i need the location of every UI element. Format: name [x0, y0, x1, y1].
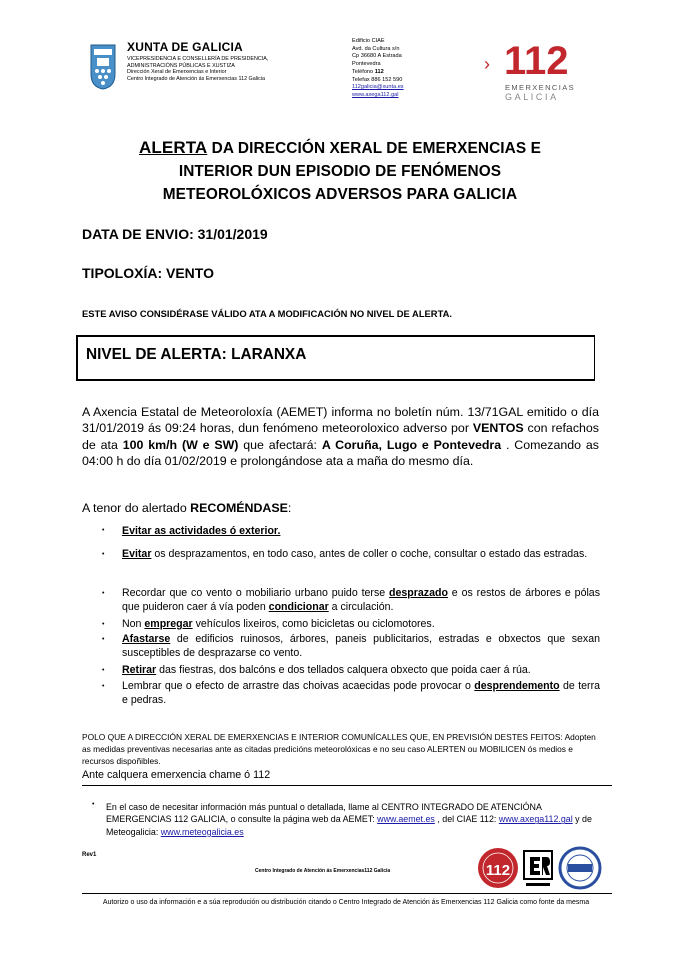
bullet-glyph: • — [102, 683, 105, 690]
phenomenon: VENTOS — [472, 421, 524, 436]
recommendation-keyword: condicionar — [268, 601, 329, 613]
bullet-glyph: • — [102, 590, 105, 597]
recommendation-item — [122, 679, 600, 707]
footer-notice: POLO QUE A DIRECCIÓN XERAL DE EMERXENCIAS E INTERIOR COMUNÍCALLES QUE, EN PREVISIÓN DESTES FEITOS: Adopten as medidas preventivas necesarias ante as citadas predicións meteorolóxicas e no seu caso ALERTEN ou MOBILICEN ós medios e recursos dispoñibles. — [82, 732, 596, 766]
phone-value: 112 — [374, 68, 384, 75]
title-line1-rest: DA DIRECCIÓN XERAL DE EMERXENCIAS E — [207, 140, 541, 157]
recommendation-item — [122, 663, 600, 677]
aemet-link[interactable]: www.aemet.es — [377, 814, 435, 825]
recommend-intro-text: A tenor do alertado — [82, 501, 191, 515]
org-title: XUNTA DE GALICIA — [127, 40, 243, 54]
recommendation-text: e os restos de árbores e pólas que puideron caer á vía poden — [122, 587, 600, 613]
recommendation-keyword: Afastarse — [122, 633, 171, 645]
logo-chevron: › — [484, 54, 490, 74]
recommendation-text: Evitar as actividades ó exterior. — [122, 525, 281, 537]
recommendation-item — [122, 547, 600, 561]
xunta-shield-logo — [90, 44, 116, 90]
recommendation-text: Non — [122, 618, 145, 630]
phone-label: Teléfono — [352, 68, 374, 75]
info-text: y de Meteogalicia: — [106, 814, 592, 837]
recommendation-item — [122, 524, 600, 538]
logo-line2: GALICIA — [505, 92, 559, 102]
recommendation-text: a circulación. — [328, 601, 394, 613]
contact-fax: Telefax 886 152 590 — [352, 76, 403, 83]
axega-link[interactable]: www.axega112.gal — [498, 814, 573, 825]
affected-areas: A Coruña, Lugo e Pontevedra — [321, 437, 502, 452]
body-text: con refachos de ata — [82, 421, 599, 452]
info-text: , del CIAE 112: — [434, 814, 499, 825]
recommendation-item — [122, 617, 600, 631]
contact-street: Avd. da Cultura s/n — [352, 45, 400, 52]
gust-speed: 100 km/h (W e SW) — [122, 437, 239, 452]
divider — [82, 785, 612, 786]
title-lead: ALERTA — [139, 138, 208, 157]
quality-seal-112-logo — [476, 845, 520, 891]
bullet-glyph: • — [102, 667, 105, 674]
body-text: que afectará: — [238, 437, 322, 452]
recommendation-text: de edificios ruinosos, árbores, paneis publicitarios, estradas e obxectos que sexan susceptibles de desprazarse co vento. — [122, 633, 600, 659]
divider — [82, 893, 612, 894]
title-line2: INTERIOR DUN EPISODIO DE FENÓMENOS — [178, 163, 502, 180]
contact-web-link[interactable]: www.axega112.gal — [352, 91, 399, 98]
footer-center-label: Centro Integrado de Atención ás Emerxencias112 Galicia — [255, 868, 391, 874]
body-text: . Comezando as 04:00 h do día 01/02/2019 e prolongándose ata a maña do mesmo día. — [82, 437, 599, 468]
er-certification-logo — [520, 845, 556, 891]
alert-type: TIPOLOXÍA: VENTO — [82, 265, 214, 281]
bullet-glyph: • — [102, 636, 105, 643]
bullet-glyph: • — [102, 551, 105, 558]
revision-label: Rev1 — [82, 852, 97, 858]
bullet-glyph: • — [102, 527, 105, 534]
send-date: DATA DE ENVIO: 31/01/2019 — [82, 226, 268, 242]
recommendation-text: os desprazamentos, en todo caso, antes de coller o coche, consultar o estado das estradas. — [151, 548, 588, 560]
contact-block — [352, 38, 404, 100]
contact-postal: Cp 36680 A Estrada — [352, 53, 402, 60]
meteogalicia-link[interactable]: www.meteogalicia.es — [160, 826, 244, 837]
org-line: ADMINISTRACIÓNS PÚBLICAS E XUSTIZA — [127, 62, 235, 69]
recommendation-keyword: desprazado — [389, 587, 448, 599]
recommendation-keyword: desprendemento — [474, 680, 560, 692]
alert-level: NIVEL DE ALERTA: LARANXA — [86, 346, 307, 363]
body-text: A Axencia Estatal de Meteoroloxía (AEMET) informa no boletín núm. 13/71GAL emitido o día 31/01/2019 ás 09:24 horas, dun fenómeno meteoroloxico adverso por — [82, 405, 599, 436]
usage-disclaimer: Autorizo o uso da información e a súa reprodución ou distribución citando o Centro Integrado de Atención ás Emerxencias 112 Galicia como fonte da mesma — [102, 899, 590, 906]
recommendation-text: vehículos lixeiros, como bicicletas ou ciclomotores. — [192, 618, 435, 630]
recommend-intro — [82, 501, 291, 515]
logo-number: 112 — [504, 39, 569, 83]
recommendation-text: Lembrar que o efecto de arrastre das choivas acaecidas pode provocar o — [122, 680, 475, 692]
recommendation-text: de terra e pedras. — [122, 680, 600, 706]
org-line: Centro Integrado de Atención ás Emerxencias 112 Galicia — [127, 76, 266, 83]
recommendation-text: Recordar que co vento o mobiliario urbano puido terse — [122, 587, 390, 599]
org-line: VICEPRESIDENCIA E CONSELLERÍA DE PRESIDENCIA, — [127, 56, 269, 62]
recommendation-keyword: empregar — [144, 618, 193, 630]
logo-line1: EMERXENCIAS — [505, 83, 575, 92]
recommendation-keyword: Evitar — [122, 548, 152, 560]
document-title — [60, 136, 620, 206]
recommendation-item — [122, 586, 600, 614]
info-text: En el caso de necesitar información más puntual o detallada, llame al CENTRO INTEGRADO DE ATENCIÓNA EMERGENCIAS 112 GALICIA, o consulte la página web da AEMET: — [106, 802, 542, 825]
contact-phone — [352, 69, 404, 77]
bullet-glyph: • — [92, 801, 95, 808]
info-paragraph — [106, 801, 606, 838]
emergencias-112-logo — [484, 38, 584, 104]
seal-number: 112 — [485, 862, 511, 879]
contact-email-link[interactable]: 112galicia@xunta.es — [352, 84, 404, 91]
recommendation-item — [122, 632, 600, 660]
recommendation-keyword: Retirar — [122, 664, 157, 676]
title-line3: METEOROLÓXICOS ADVERSOS PARA GALICIA — [162, 186, 518, 203]
org-line: Dirección Xeral de Emerxencias e Interior — [127, 69, 227, 76]
contact-building: Edificio CIAE — [352, 38, 385, 44]
recommend-intro-end: : — [287, 501, 292, 515]
bullet-glyph: • — [102, 621, 105, 628]
emergency-call-line: Ante calquera emerxencia chame ó 112 — [82, 769, 271, 781]
body-paragraph — [82, 404, 599, 469]
iqnet-certification-logo — [556, 845, 604, 891]
recommend-keyword: RECOMÉNDASE — [190, 501, 288, 515]
title-line1 — [60, 136, 620, 160]
recommendation-text: das fiestras, dos balcóns e dos tellados calquera obxecto que poida caer á rúa. — [156, 664, 531, 676]
validity-notice: ESTE AVISO CONSIDÉRASE VÁLIDO ATA A MODIFICACIÓN NO NIVEL DE ALERTA. — [82, 308, 452, 319]
contact-province: Pontevedra — [352, 61, 381, 68]
org-subtitle — [127, 56, 268, 83]
